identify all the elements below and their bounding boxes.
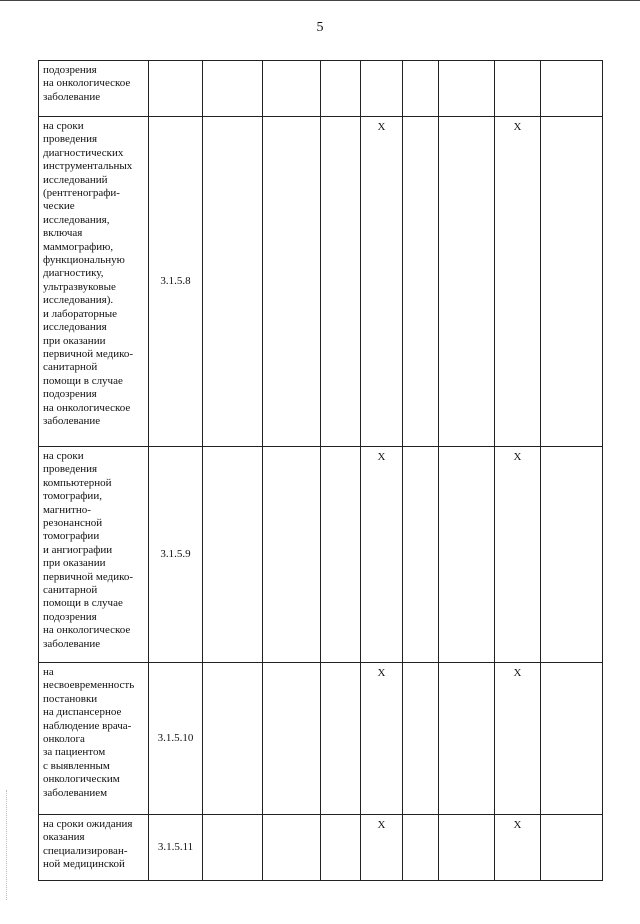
- row-code: 3.1.5.10: [149, 663, 203, 815]
- mark-cell: [403, 447, 439, 663]
- mark-cell: [263, 117, 321, 447]
- mark-cell: [321, 117, 361, 447]
- mark-cell: [361, 61, 403, 117]
- mark-cell: [495, 61, 541, 117]
- mark-cell: [263, 815, 321, 881]
- scan-edge-mark: [6, 790, 11, 900]
- mark-cell: [403, 815, 439, 881]
- row-code: 3.1.5.9: [149, 447, 203, 663]
- row-description: на сроки ожидания оказания специализирован- ной медицинской: [39, 815, 149, 881]
- row-description: на сроки проведения компьютерной томографии, магнитно- резонансной томографии и ангиографии при оказании первичной медико- санитарной помощи в случае подозрения на онкологическое заболевание: [39, 447, 149, 663]
- row-code: [149, 61, 203, 117]
- mark-cell: X: [361, 117, 403, 447]
- mark-cell: [321, 663, 361, 815]
- row-description: на несвоевременность постановки на диспансерное наблюдение врача- онколога за пациентом с выявленным онкологическим заболеванием: [39, 663, 149, 815]
- mark-cell: [439, 61, 495, 117]
- mark-cell: [541, 61, 603, 117]
- mark-cell: [541, 117, 603, 447]
- mark-cell: X: [361, 447, 403, 663]
- table-row: [39, 663, 603, 815]
- top-border-line: [0, 0, 640, 1]
- mark-cell: [321, 61, 361, 117]
- table-row: [39, 815, 603, 881]
- mark-cell: [439, 447, 495, 663]
- table-row: [39, 447, 603, 663]
- mark-cell: [403, 61, 439, 117]
- page-number: 5: [316, 20, 324, 35]
- row-description: подозрения на онкологическое заболевание: [39, 61, 149, 117]
- mark-cell: X: [495, 117, 541, 447]
- mark-cell: [403, 663, 439, 815]
- mark-cell: [203, 815, 263, 881]
- mark-cell: [541, 663, 603, 815]
- row-description: на сроки проведения диагностических инструментальных исследований (рентгенографи- ческие исследования, включая маммографию, функциональную диагностику, ультразвуковые исследования). и лабораторные исследования при оказании первичной медико- санитарной помощи в случае подозрения на онкологическое заболевание: [39, 117, 149, 447]
- mark-cell: [263, 447, 321, 663]
- mark-cell: [439, 815, 495, 881]
- mark-cell: X: [495, 815, 541, 881]
- mark-cell: [439, 663, 495, 815]
- mark-cell: X: [495, 663, 541, 815]
- mark-cell: X: [361, 663, 403, 815]
- table-row: [39, 117, 603, 447]
- mark-cell: [203, 663, 263, 815]
- mark-cell: [541, 447, 603, 663]
- mark-cell: X: [495, 447, 541, 663]
- mark-cell: [439, 117, 495, 447]
- mark-cell: [203, 61, 263, 117]
- assessment-table: [38, 60, 603, 881]
- mark-cell: [263, 61, 321, 117]
- mark-cell: [321, 447, 361, 663]
- table-row: [39, 61, 603, 117]
- mark-cell: [263, 663, 321, 815]
- mark-cell: [203, 447, 263, 663]
- mark-cell: [203, 117, 263, 447]
- row-code: 3.1.5.8: [149, 117, 203, 447]
- mark-cell: [403, 117, 439, 447]
- mark-cell: X: [361, 815, 403, 881]
- mark-cell: [321, 815, 361, 881]
- row-code: 3.1.5.11: [149, 815, 203, 881]
- mark-cell: [541, 815, 603, 881]
